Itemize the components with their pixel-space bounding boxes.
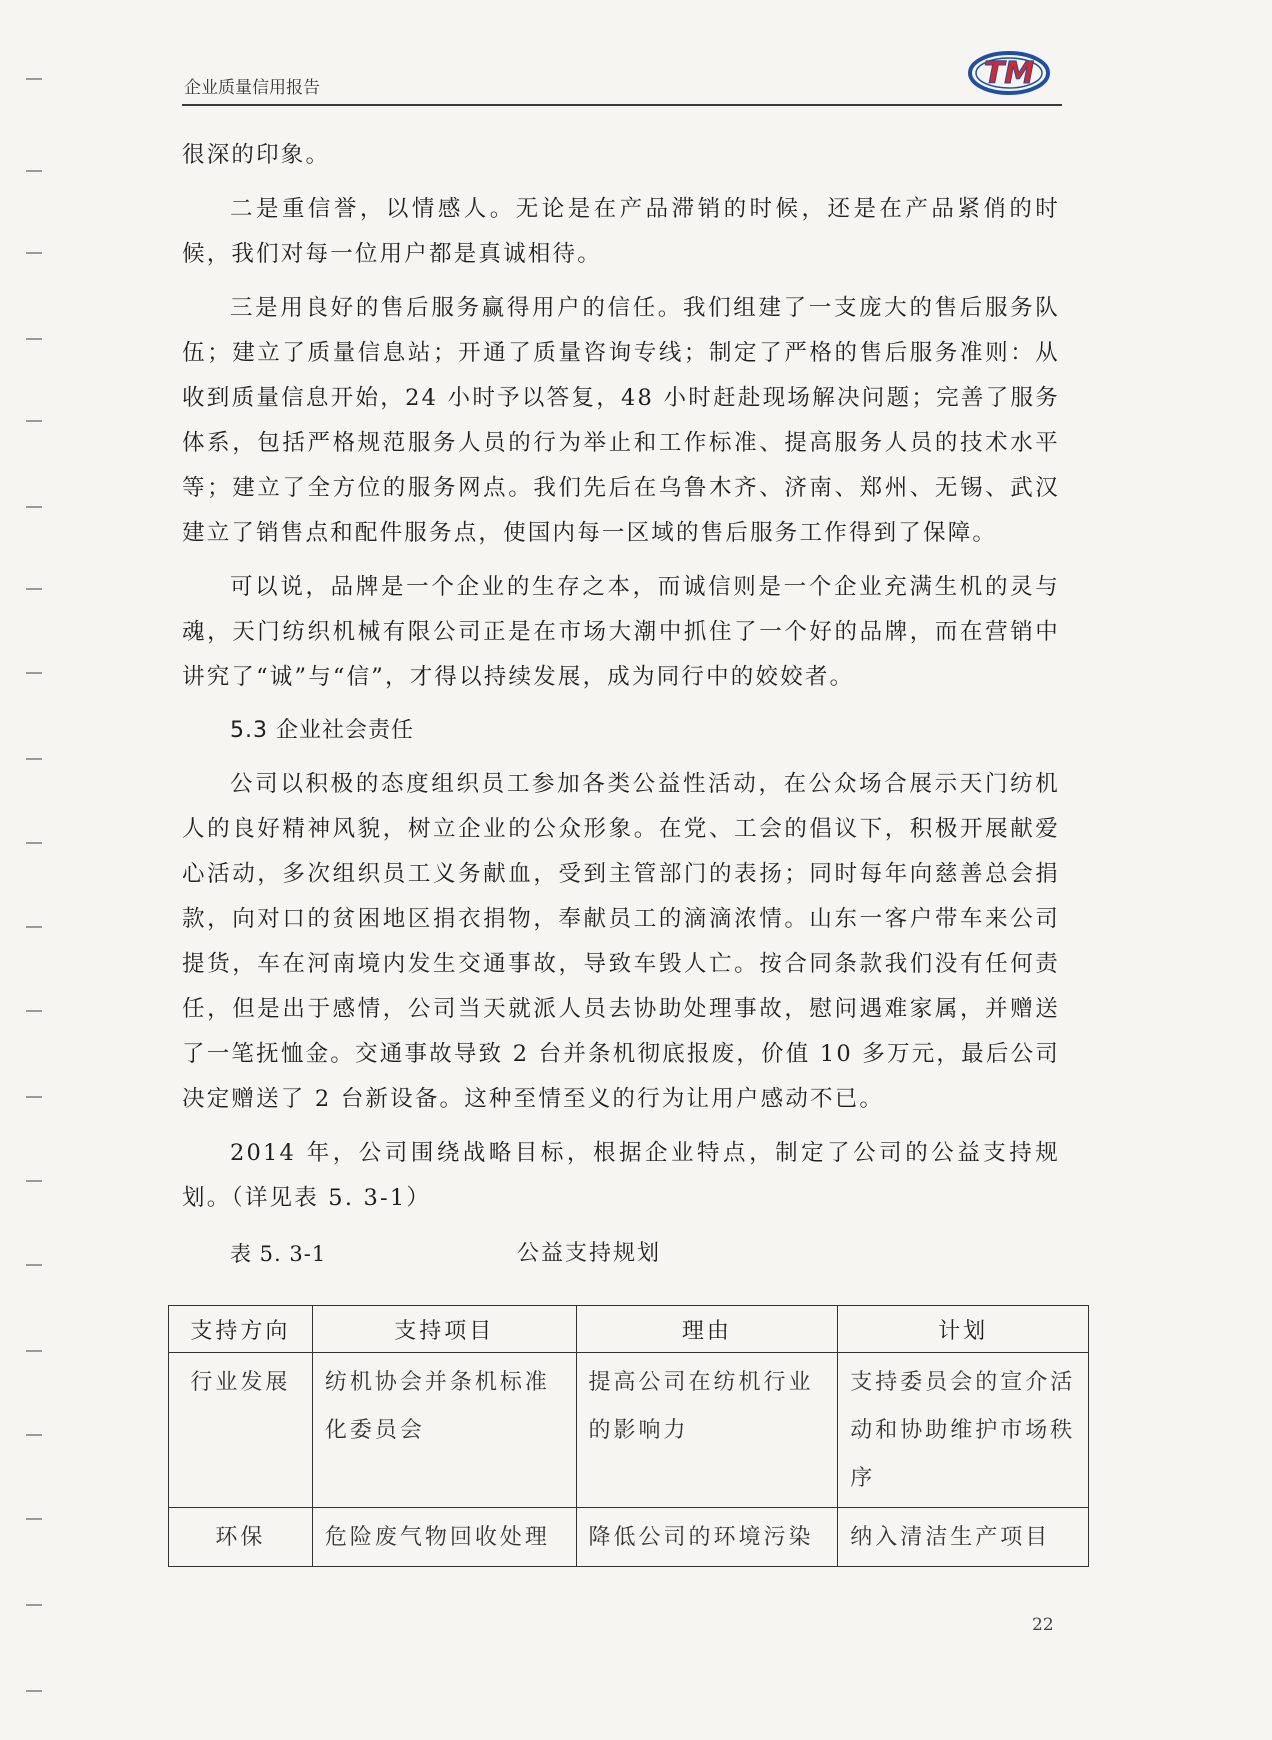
paragraph: 公司以积极的态度组织员工参加各类公益性活动，在公众场合展示天门纺机人的良好精神风貌，树立企业的公众形象。在党、工会的倡议下，积极开展献爱心活动，多次组织员工义务献血，受到主管部门的表扬；同时每年向慈善总会捐款，向对口的贫困地区捐衣捐物，奉献员工的滴滴浓情。山东一客户带车来公司提货，车在河南境内发生交通事故，导致车毁人亡。按合同条款我们没有任何责任，但是出于感情，公司当天就派人员去协助处理事故，慰问遇难家属，并赠送了一笔抚恤金。交通事故导致 2 台并条机彻底报废，价值 10 多万元，最后公司决定赠送了 2 台新设备。这种至情至义的行为让用户感动不已。 (182, 771, 1060, 1112)
header-title: 企业质量信用报告 (184, 78, 320, 98)
column-header: 理由 (576, 1306, 838, 1353)
paragraph: 可以说，品牌是一个企业的生存之本，而诚信则是一个企业充满生机的灵与魂，天门纺织机械有限公司正是在市场大潮中抓住了一个好的品牌，而在营销中讲究了“诚”与“信”，才得以持续发展，成为同行中的姣姣者。 (182, 574, 1060, 690)
table-cell: 纺机协会并条机标准化委员会 (312, 1353, 576, 1508)
paragraph: 二是重信誉，以情感人。无论是在产品滞销的时候，还是在产品紧俏的时候，我们对每一位用户都是真诚相待。 (182, 196, 1060, 267)
page-header (182, 46, 1062, 106)
scan-edge-marks (26, 0, 46, 1740)
table-caption (182, 1230, 1060, 1276)
table-cell: 降低公司的环境污染 (576, 1508, 838, 1567)
paragraph: 2014 年，公司围绕战略目标，根据企业特点，制定了公司的公益支持规划。（详见表 5. 3-1） (182, 1140, 1060, 1211)
page-number: 22 (1032, 1615, 1054, 1635)
table-cell: 危险废气物回收处理 (312, 1508, 576, 1567)
table-cell: 环保 (169, 1508, 313, 1567)
table-cell: 支持委员会的宣介活动和协助维护市场秩序 (838, 1353, 1089, 1508)
logo-lettering: TM (983, 56, 1035, 91)
table-row (169, 1508, 1089, 1567)
table-cell: 提高公司在纺机行业的影响力 (576, 1353, 838, 1508)
main-content (182, 133, 1060, 1276)
column-header: 支持项目 (312, 1306, 576, 1353)
company-logo-icon (966, 46, 1052, 100)
public-welfare-plan-table (168, 1305, 1089, 1567)
paragraph: 很深的印象。 (182, 142, 331, 168)
column-header: 支持方向 (169, 1306, 313, 1353)
table-title: 公益支持规划 (517, 1241, 662, 1266)
column-header: 计划 (838, 1306, 1089, 1353)
table-row (169, 1353, 1089, 1508)
section-heading: 5.3 企业社会责任 (230, 718, 414, 743)
table-cell: 纳入清洁生产项目 (838, 1508, 1089, 1567)
table-header-row (169, 1306, 1089, 1353)
table-cell: 行业发展 (169, 1353, 313, 1508)
table-number: 表 5. 3-1 (230, 1242, 327, 1266)
paragraph: 三是用良好的售后服务赢得用户的信任。我们组建了一支庞大的售后服务队伍；建立了质量信息站；开通了质量咨询专线；制定了严格的售后服务准则：从收到质量信息开始，24 小时予以答复，48 小时赶赴现场解决问题；完善了服务体系，包括严格规范服务人员的行为举止和工作标准、提高服务人员的技术水平等；建立了全方位的服务网点。我们先后在乌鲁木齐、济南、郑州、无锡、武汉建立了销售点和配件服务点，使国内每一区域的售后服务工作得到了保障。 (182, 295, 1060, 546)
